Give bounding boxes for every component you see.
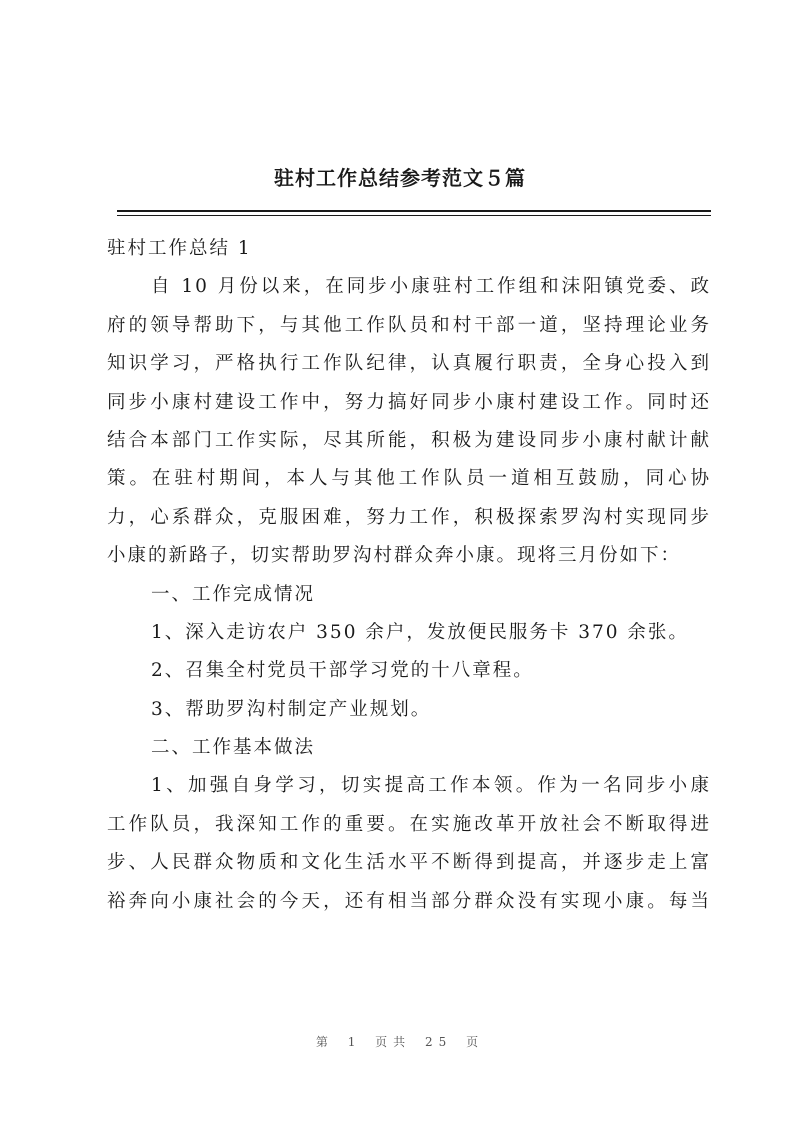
section-heading: 驻村工作总结 1 xyxy=(107,238,252,259)
document-body xyxy=(107,230,711,921)
page-title: 驻村工作总结参考范文５篇 xyxy=(274,166,526,190)
subheading: 二、工作基本做法 xyxy=(151,737,316,759)
list-item: 2、召集全村党员干部学习党的十八章程。 xyxy=(151,660,534,682)
page-footer: 第 1 页共 25 页 xyxy=(315,1035,485,1049)
paragraph-line: 工作队员，我深知工作的重要。在实施改革开放社会不断取得进 xyxy=(107,813,711,835)
paragraph-line: 自 10 月份以来，在同步小康驻村工作组和沫阳镇党委、政 xyxy=(151,276,711,298)
paragraph-line: 策。在驻村期间，本人与其他工作队员一道相互鼓励，同心协 xyxy=(107,468,711,490)
paragraph-line: 力，心系群众，克服困难，努力工作，积极探索罗沟村实现同步 xyxy=(107,506,711,528)
title-rule-thin xyxy=(117,215,711,216)
paragraph-line: 同步小康村建设工作中，努力搞好同步小康村建设工作。同时还 xyxy=(107,391,711,413)
paragraph-line: 裕奔向小康社会的今天，还有相当部分群众没有实现小康。每当 xyxy=(107,890,711,912)
paragraph-line: 步、人民群众物质和文化生活水平不断得到提高，并逐步走上富 xyxy=(107,852,711,874)
paragraph-line: 结合本部门工作实际，尽其所能，积极为建设同步小康村献计献 xyxy=(107,429,711,451)
paragraph-line: 1、加强自身学习，切实提高工作本领。作为一名同步小康 xyxy=(151,775,711,797)
title-rule xyxy=(117,210,711,212)
paragraph-line: 小康的新路子，切实帮助罗沟村群众奔小康。现将三月份如下： xyxy=(107,545,682,567)
list-item: 3、帮助罗沟村制定产业规划。 xyxy=(151,698,432,720)
paragraph-line: 府的领导帮助下，与其他工作队员和村干部一道，坚持理论业务 xyxy=(107,314,711,336)
paragraph-line: 知识学习，严格执行工作队纪律，认真履行职责，全身心投入到 xyxy=(107,353,711,375)
list-item: 1、深入走访农户 350 余户，发放便民服务卡 370 余张。 xyxy=(151,621,689,643)
subheading: 一、工作完成情况 xyxy=(151,583,316,605)
